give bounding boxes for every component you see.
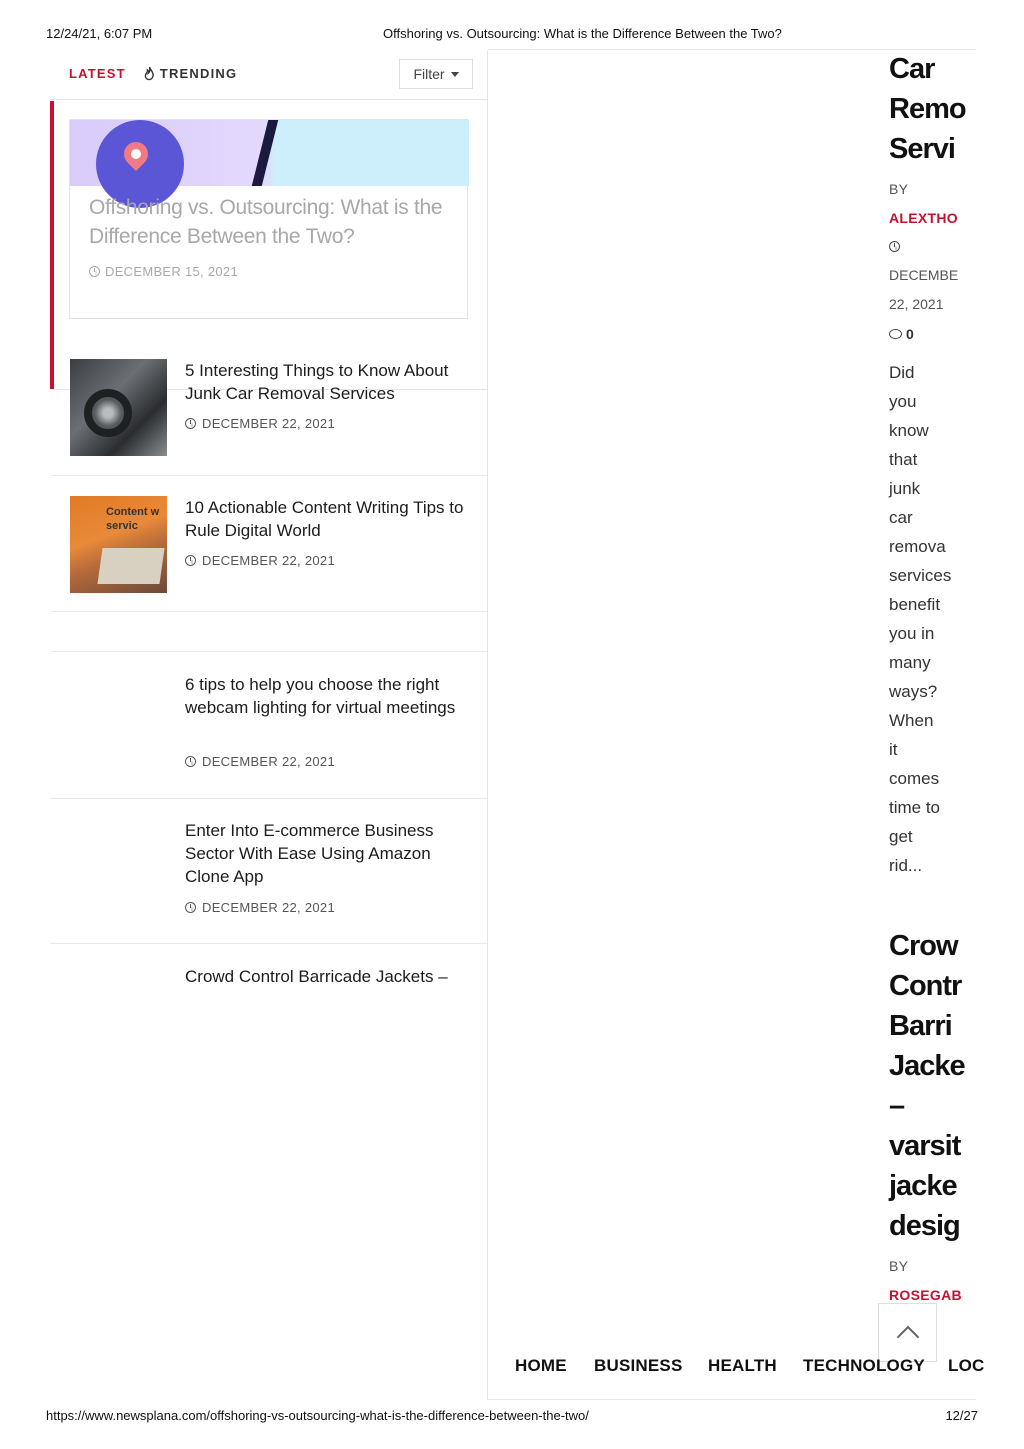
post-thumbnail[interactable]: [70, 359, 167, 456]
post-title-line: varsit: [889, 1130, 961, 1162]
print-page-title: Offshoring vs. Outsourcing: What is the Difference Between the Two?: [383, 26, 782, 41]
clock-icon: [185, 555, 196, 566]
byline-label: BY: [889, 181, 909, 197]
filter-label: Filter: [413, 66, 445, 82]
post-title-line: Jacke: [889, 1050, 965, 1082]
latest-posts-widget: [50, 50, 487, 1400]
clock-icon: [889, 241, 900, 252]
post-date: [185, 754, 335, 769]
post-date-text: DECEMBER 22, 2021: [202, 900, 335, 915]
excerpt-line: that: [889, 450, 918, 469]
clock-icon: [89, 266, 100, 277]
post-title-line: Barri: [889, 1010, 952, 1042]
excerpt-line: it: [889, 740, 898, 759]
post-date-text: DECEMBER 22, 2021: [202, 416, 335, 431]
excerpt-line: junk: [889, 479, 921, 498]
main-nav: [515, 1356, 985, 1380]
nav-item-loc[interactable]: LOC: [948, 1356, 985, 1375]
divider: [50, 475, 487, 476]
nav-item-health[interactable]: HEALTH: [708, 1356, 777, 1375]
lightning-illustration: [252, 120, 278, 186]
print-datetime: 12/24/21, 6:07 PM: [46, 26, 153, 41]
post-date: [185, 900, 335, 915]
post-title[interactable]: [889, 49, 966, 169]
divider: [488, 1399, 976, 1400]
post-title-line: Servi: [889, 133, 955, 165]
widget-tabs: [69, 66, 237, 81]
wheel-image: [84, 389, 132, 437]
print-page-number: 12/27: [945, 1408, 978, 1423]
comment-icon: [889, 329, 902, 339]
byline-label: BY: [889, 1258, 909, 1274]
tab-trending-label: TRENDING: [159, 66, 238, 81]
post-title-line: Contr: [889, 970, 962, 1002]
excerpt-line: Did: [889, 363, 915, 382]
post-title[interactable]: [889, 926, 965, 1246]
divider: [50, 943, 487, 944]
print-url: https://www.newsplana.com/offshoring-vs-outsourcing-what-is-the-difference-between-the-two/: [46, 1408, 589, 1423]
post-date-text: DECEMBER 22, 2021: [202, 553, 335, 568]
author-link[interactable]: ALEXTHO: [889, 210, 958, 226]
excerpt-line: many: [889, 653, 931, 672]
featured-date-text: DECEMBER 15, 2021: [105, 264, 238, 279]
post-title-line: Car: [889, 53, 935, 85]
excerpt-line: you in: [889, 624, 935, 643]
tab-trending[interactable]: [144, 66, 238, 81]
post-date: [185, 416, 335, 431]
excerpt-line: When: [889, 711, 934, 730]
post-card[interactable]: [889, 926, 965, 1303]
featured-date: [89, 264, 238, 279]
divider: [50, 611, 487, 612]
clock-icon: [185, 756, 196, 767]
excerpt-line: time to: [889, 798, 941, 817]
comment-count[interactable]: [889, 319, 951, 348]
post-title[interactable]: 10 Actionable Content Writing Tips to Rule Digital World: [185, 498, 464, 540]
excerpt-line: car: [889, 508, 913, 527]
excerpt-line: get: [889, 827, 913, 846]
divider: [50, 798, 487, 799]
thumbnail-text: Content w servic: [106, 506, 160, 532]
divider: [50, 99, 487, 100]
clock-icon: [185, 902, 196, 913]
nav-item-business[interactable]: BUSINESS: [594, 1356, 683, 1375]
post-thumbnail[interactable]: [70, 496, 167, 593]
post-title-line: –: [889, 1090, 905, 1122]
excerpt-line: ways?: [889, 682, 938, 701]
excerpt-line: remova: [889, 537, 946, 556]
excerpt-line: you: [889, 392, 917, 411]
divider: [50, 651, 487, 652]
post-title[interactable]: Crowd Control Barricade Jackets –: [185, 967, 448, 986]
back-to-top-button[interactable]: [878, 1303, 937, 1362]
post-excerpt: [889, 358, 951, 880]
post-date: [889, 232, 959, 319]
post-title-line: Remo: [889, 93, 966, 125]
active-indicator: [50, 101, 54, 389]
excerpt-line: services: [889, 566, 952, 585]
post-title[interactable]: 5 Interesting Things to Know About Junk Car Removal Services: [185, 361, 449, 403]
main-content-column: [488, 49, 976, 1400]
featured-thumbnail[interactable]: [70, 120, 469, 186]
post-title-line: jacke: [889, 1170, 957, 1202]
post-date: [185, 553, 335, 568]
post-date-line: DECEMBE: [889, 267, 959, 283]
post-card[interactable]: [889, 49, 966, 880]
flame-icon: [144, 67, 155, 80]
clock-icon: [185, 418, 196, 429]
caret-down-icon: [451, 72, 459, 77]
chevron-up-icon: [896, 1325, 919, 1348]
featured-title[interactable]: Offshoring vs. Outsourcing: What is the Difference Between the Two?: [89, 196, 443, 248]
post-title-line: Crow: [889, 930, 958, 962]
filter-dropdown[interactable]: [399, 59, 473, 89]
author-link[interactable]: ROSEGAB: [889, 1287, 962, 1303]
post-date-line: 22, 2021: [889, 296, 944, 312]
nav-item-technology[interactable]: TECHNOLOGY: [803, 1356, 925, 1375]
post-title-line: desig: [889, 1210, 960, 1242]
excerpt-line: know: [889, 421, 929, 440]
comment-count-text: 0: [906, 325, 914, 342]
excerpt-line: comes: [889, 769, 940, 788]
post-title[interactable]: Enter Into E-commerce Business Sector With Ease Using Amazon Clone App: [185, 821, 434, 886]
post-title[interactable]: 6 tips to help you choose the right webcam lighting for virtual meetings: [185, 675, 456, 717]
excerpt-line: benefit: [889, 595, 941, 614]
laptop-image: [97, 548, 164, 584]
tab-latest[interactable]: LATEST: [69, 66, 126, 81]
featured-post[interactable]: [50, 101, 487, 389]
excerpt-line: rid...: [889, 856, 923, 875]
post-date-text: DECEMBER 22, 2021: [202, 754, 335, 769]
nav-item-home[interactable]: HOME: [515, 1356, 567, 1375]
